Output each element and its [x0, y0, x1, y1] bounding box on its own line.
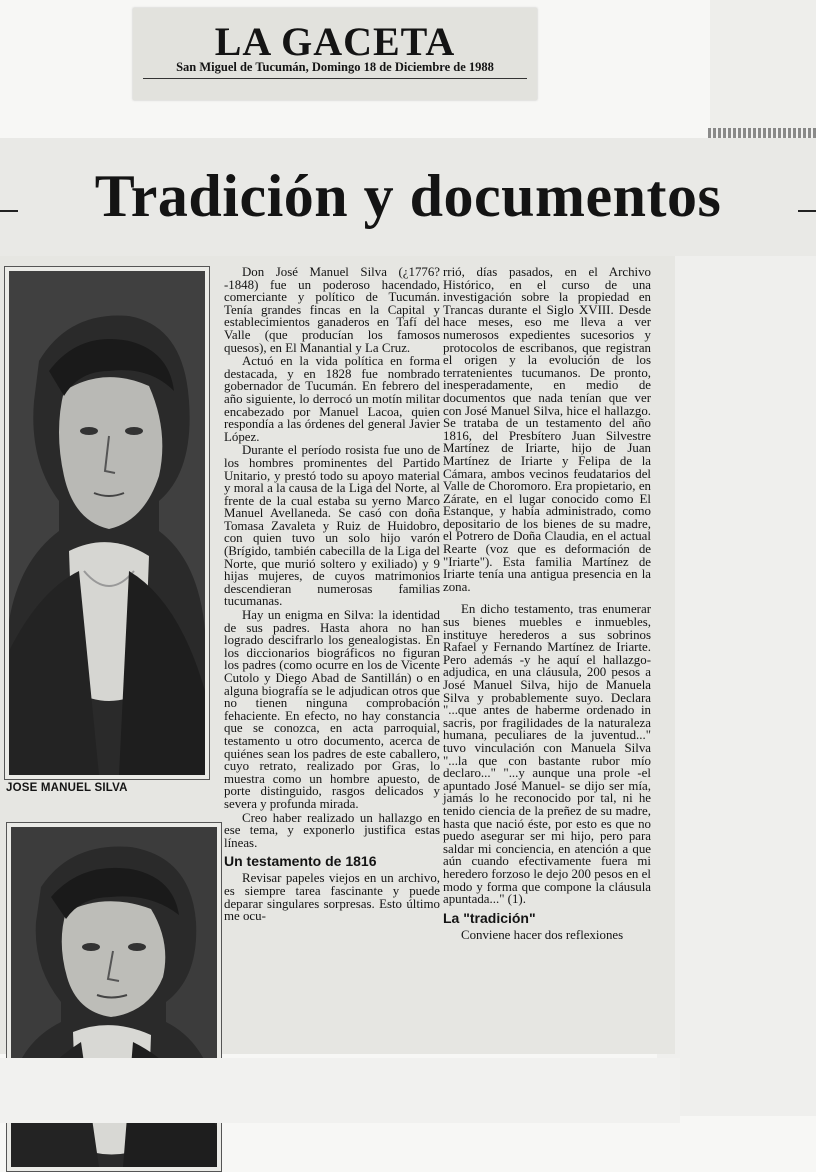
newspaper-name: LA GACETA	[214, 19, 456, 64]
subheading: La "tradición"	[443, 909, 536, 926]
paragraph: Durante el período rosista fue uno de los hombres prominentes del Partido Unitario, y prestó todo su apoyo material y moral a la causa de la Liga del Norte, al frente de la cual estaba su yerno Marco Manuel Avellaneda. Se casó con doña Tomasa Zavaleta y Ruiz de Huidobro, con quien tuvo un solo hijo varón (Brígido, también cabecilla de la Liga del Norte, que murió soltero y exiliado) y 9 hijas mujeres, de cuyos matrimonios descendieran numerosas familias tucumanas.	[224, 443, 440, 609]
paragraph: Hay un enigma en Silva: la identidad de sus padres. Hasta ahora no han logrado descifrarlo los genealogistas. En los diccionarios biográficos no figuran los padres (como ocurre en los de Vicente Cutolo y Diego Abad de Santillán) o en alguna biografía se le adjudican otros que no tienen ninguna comprobación fehaciente. En efecto, no hay constancia que se conozca, en acta parroquial, testamento u otro documento, acerca de quiénes sean los padres de este caballero, cuyo retrato, realizado por Gras, lo muestra como un hombre apuesto, de porte distinguido, rasgos delicados y severa y profunda mirada.	[224, 608, 440, 811]
paragraph: Actuó en la vida política en forma destacada, y en 1828 fue nombrado gobernador de Tucumán. En febrero del año siguiente, lo derrocó un motín militar encabezado por Manuel Lacoa, quien respondía a las órdenes del general Javier López.	[224, 354, 440, 444]
article-clipping	[0, 138, 816, 1058]
paragraph: Don José Manuel Silva (¿1776?-1848) fue un poderoso hacendado, comerciante y político de Tucumán. Tenía grandes fincas en la Capital y establecimientos ganaderos en Tafí del Valle (que producían los famosos quesos), en El Manantial y La Cruz.	[224, 265, 440, 355]
article-body	[0, 256, 675, 1054]
headline-band	[0, 138, 816, 256]
paragraph: Creo haber realizado un hallazgo en ese tema, y exponerlo justifica estas líneas.	[224, 810, 440, 850]
portrait-caption: JOSE MANUEL SILVA	[6, 782, 128, 794]
article-column-2	[443, 266, 651, 941]
adjacent-clipping-edge	[710, 0, 816, 130]
paragraph: Conviene hacer dos reflexiones	[461, 927, 624, 942]
clipping-right-margin	[657, 256, 816, 1116]
paragraph: En dicho testamento, tras enumerar sus bienes muebles e inmuebles, instituye herederos a sus sobrinos Rafael y Fernando Martínez de Iriarte. Pero además -y he aquí el hallazgo- adjudica, en una cláusula, 200 pesos a José Manuel Silva, hijo de Manuela Silva y probablemente suyo. Declara "...que antes de haberme ordenado in sacris, por fragilidades de la naturaleza humana, peculiares de la juventud..." tuvo vinculación con Manuela Silva "...la que con bastante rubor mío declaro..." "...y aunque una prole -el apuntado José Manuel- se dijo ser mía, jamás lo he reconocido por tal, ni he tenido ciencia de la preñez de su madre, hasta que nació éste, por esto es que no puedo asegurar ser mi hijo, pero para saldar mi conciencia, en atención a que aún cuando efectivamente fuera mi heredero forzoso le dejo 200 pesos en el modo y forma que compone la cláusula apuntada..." (1).	[443, 602, 651, 907]
newspaper-masthead	[133, 8, 537, 100]
portrait-upper	[4, 266, 210, 780]
newspaper-dateline: San Miguel de Tucumán, Domingo 18 de Diciembre de 1988	[176, 60, 494, 74]
headline-dash-right	[798, 210, 816, 212]
subheading: Un testamento de 1816	[224, 853, 377, 870]
article-column-1	[224, 266, 440, 923]
masthead-rule	[143, 78, 527, 79]
page-bottom-margin	[0, 1058, 680, 1123]
paragraph: rrió, días pasados, en el Archivo Histórico, en el curso de una investigación sobre la propiedad en Trancas durante el Siglo XVIII. Desde hace meses, eso me lleva a ver numerosos expedientes sucesorios y protocolos de escribanos, que registran el origen y la evolución de los terratenientes tucumanos. De pronto, inesperadamente, en medio de documentos que nada tenían que ver con José Manuel Silva, hice el hallazgo. Se trataba de un testamento del año 1816, del Presbítero Juan Silvestre Martínez de Iriarte, hijo de Juan Martínez de Iriarte y Felipa de la Cámara, ambos vecinos feudatarios del Valle de Choromoro. Era propietario, en Zárate, en el lugar conocido como El Estanque, y había administrado, como depositario de los bienes de su madre, el Potrero de Doña Claudia, en el actual Rearte (voz que es deformación de "Iriarte"). Esta familia Martínez de Iriarte tenía una antigua presencia en la zona.	[443, 265, 651, 594]
paragraph: Revisar papeles viejos en un archivo, es siempre tarea fascinante y puede deparar singulares sorpresas. Esto último me ocu-	[224, 871, 440, 924]
article-headline: Tradición y documentos	[94, 163, 722, 229]
adjacent-clipping-text-fragment	[708, 128, 816, 138]
portrait-image-upper	[9, 271, 205, 775]
